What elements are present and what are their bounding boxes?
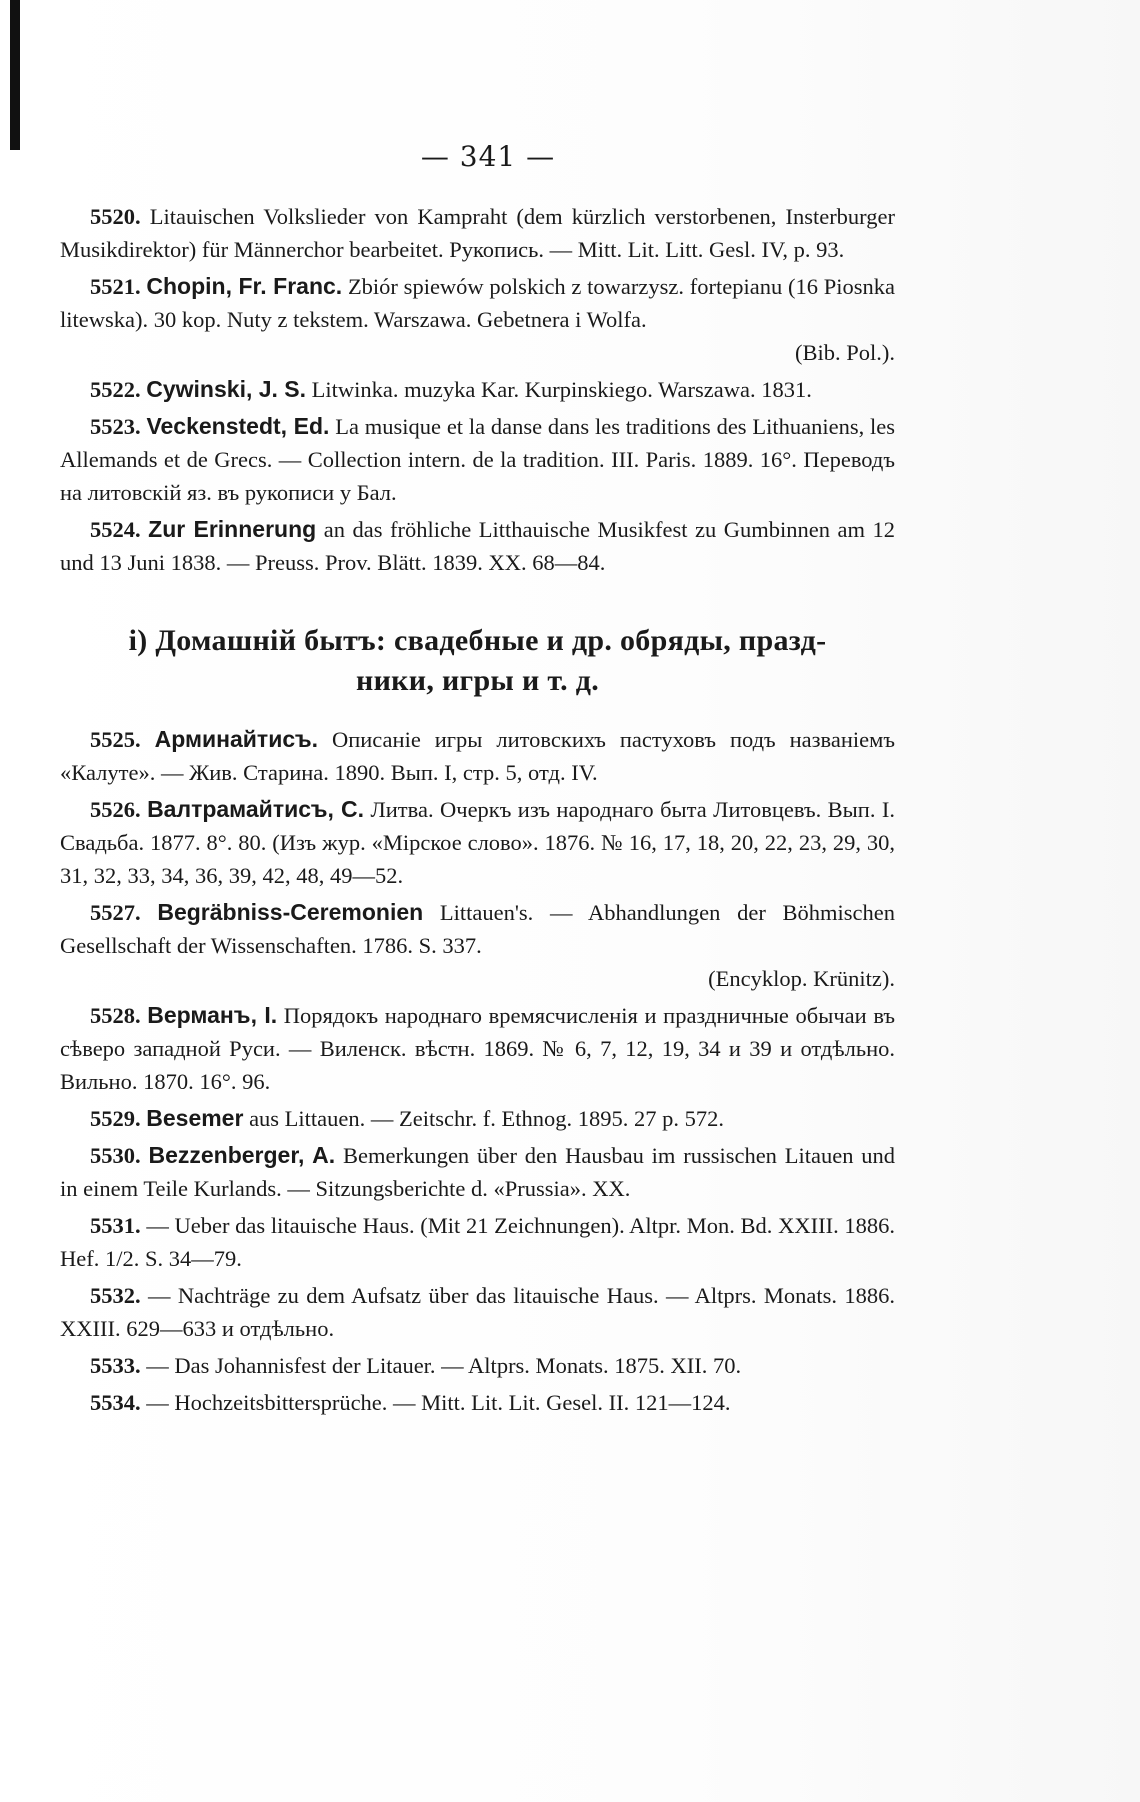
entry-number: 5520.: [90, 204, 141, 229]
entry-text: Bemerkungen über den Hausbau im russischen Litauen und in einem Teile Kurlands. — Sitzungsberichte d. «Prussia». XX.: [60, 1143, 896, 1201]
entry-number: 5525.: [90, 727, 141, 752]
entry-text: Litwinka. muzyka Kar. Kurpinskiego. Warszawa. 1831.: [311, 377, 812, 402]
entry-number: 5533.: [90, 1353, 141, 1378]
entry-text: — Hochzeitsbittersprüche. — Mitt. Lit. Lit. Gesel. II. 121—124.: [146, 1390, 731, 1415]
entries-list-top: [60, 200, 895, 579]
entry-number: 5527.: [90, 900, 141, 925]
entry-number: 5521.: [90, 274, 141, 299]
entry-text: Littauen's. — Abhandlungen der Böhmischen Gesellschaft der Wissenschaften. 1786. S. 337.: [60, 900, 896, 958]
entry-author: Арминайтисъ.: [154, 726, 318, 752]
entry-number: 5522.: [90, 377, 141, 402]
entry-number: 5531.: [90, 1213, 141, 1238]
bibliography-entry: [60, 1139, 895, 1205]
section-heading: [60, 621, 895, 701]
entry-source-note: (Bib. Pol.).: [794, 340, 895, 365]
entry-author: Veckenstedt, Ed.: [146, 413, 330, 439]
bibliography-entry: [60, 1349, 895, 1382]
entry-text: — Das Johannisfest der Litauer. — Altprs. Monats. 1875. XII. 70.: [146, 1353, 742, 1378]
entry-number: 5524.: [90, 517, 141, 542]
entry-text: Порядокъ народнаго времясчисленія и праздничные обычаи въ сѣверо западной Руси. — Виленск. вѣстн. 1869. № 6, 7, 12, 19, 34 и 39 и отдѣльно. Вильно. 1870. 16°. 96.: [60, 1003, 896, 1094]
entry-text: Zbiór spiewów polskich z towarzysz. fortepianu (16 Piosnka litewska). 30 kop. Nuty z tekstem. Warszawa. Gebetnera i Wolfa.: [60, 274, 896, 332]
bibliography-entry: [60, 1279, 895, 1345]
entries-list-bottom: [60, 723, 895, 1419]
bibliography-entry: [60, 1102, 895, 1135]
entry-author: Валтрамайтисъ, С.: [147, 796, 365, 822]
entry-author: Chopin, Fr. Franc.: [146, 273, 343, 299]
bibliography-entry: [60, 896, 895, 995]
entry-source-note: (Encyklop. Krünitz).: [708, 966, 895, 991]
binding-edge: [10, 0, 20, 150]
entry-author: Bezzenberger, A.: [148, 1142, 336, 1168]
entry-number: 5528.: [90, 1003, 141, 1028]
entry-text: Описаніе игры литовскихъ пастуховъ подъ названіемъ «Калуте». — Жив. Старина. 1890. Вып. I, стр. 5, отд. IV.: [60, 727, 896, 785]
entry-author: Верманъ, I.: [147, 1002, 278, 1028]
entry-number: 5529.: [90, 1106, 141, 1131]
bibliography-entry: [60, 270, 895, 369]
bibliography-entry: [60, 373, 895, 406]
entry-author: Cywinski, J. S.: [146, 376, 307, 402]
entry-number: 5523.: [90, 414, 141, 439]
bibliography-entry: [60, 999, 895, 1098]
entry-number: 5530.: [90, 1143, 141, 1168]
entry-number: 5526.: [90, 797, 141, 822]
entry-number: 5534.: [90, 1390, 141, 1415]
entry-text: — Nachträge zu dem Aufsatz über das litauische Haus. — Altprs. Monats. 1886. XXIII. 629—633 и отдѣльно.: [60, 1283, 895, 1341]
entry-text: La musique et la danse dans les traditions des Lithuaniens, les Allemands et de Grecs. — Collection intern. de la tradition. III. Paris. 1889. 16°. Переводъ на литовскій яз. въ рукописи у Бал.: [60, 414, 896, 505]
bibliography-entry: [60, 513, 895, 579]
bibliography-entry: [60, 793, 895, 892]
entry-text: aus Littauen. — Zeitschr. f. Ethnog. 1895. 27 p. 572.: [249, 1106, 724, 1131]
entry-author: Begräbniss-Ceremonien: [157, 899, 424, 925]
bibliography-entry: [60, 723, 895, 789]
entry-author: Zur Erinnerung: [148, 516, 317, 542]
entry-author: Besemer: [146, 1105, 244, 1131]
entry-number: 5532.: [90, 1283, 141, 1308]
entry-text: Литва. Очеркъ изъ народнаго быта Литовцевъ. Вып. I. Свадьба. 1877. 8°. 80. (Изъ жур. «Мірское слово». 1876. № 16, 17, 18, 20, 22, 23, 29, 30, 31, 32, 33, 34, 36, 39, 42, 48, 49—52.: [60, 797, 896, 888]
section-heading-line-2: ники, игры и т. д.: [356, 664, 599, 697]
entry-text: an das fröhliche Litthauische Musikfest zu Gumbinnen am 12 und 13 Juni 1838. — Preuss. Prov. Blätt. 1839. XX. 68—84.: [60, 517, 896, 575]
page-number: — 341 —: [420, 140, 556, 173]
bibliography-entry: [60, 1209, 895, 1275]
page-content: [60, 200, 895, 1423]
entry-text: Litauischen Volkslieder von Kamprаht (dem kürzlich verstorbenen, Insterburger Musikdirektor) für Männerchor bearbeitet. Рукопись. — Mitt. Lit. Litt. Gesl. IV, p. 93.: [60, 204, 896, 262]
bibliography-entry: [60, 200, 895, 266]
bibliography-entry: [60, 410, 895, 509]
section-heading-line-1: i) Домашній бытъ: свадебные и др. обряды, празд-: [128, 624, 827, 657]
bibliography-entry: [60, 1386, 895, 1419]
entry-text: — Ueber das litauische Haus. (Mit 21 Zeichnungen). Altpr. Mon. Bd. XXIII. 1886. Hef. 1/2. S. 34—79.: [60, 1213, 895, 1271]
